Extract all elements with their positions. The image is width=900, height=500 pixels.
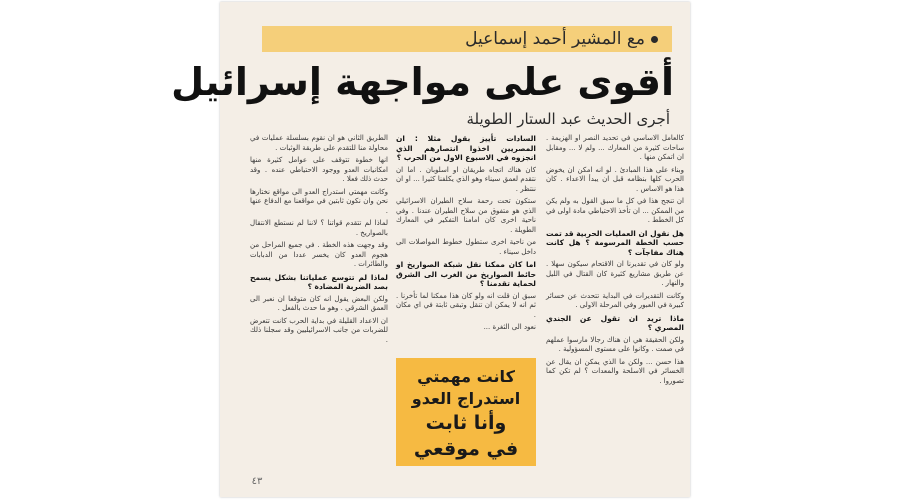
article-column-middle xyxy=(396,134,536,331)
article-paragraph: ستكون تحت رحمة سلاح الطيران الاسرائيلي الذي هو متفوق من سلاح الطيران عندنا . وفي ناحية اخرى كان امامنا التفكير في المعارك الطويلة . xyxy=(396,197,536,234)
pull-quote-line-1: كانت مهمتي xyxy=(417,367,515,386)
article-paragraph: نعود الى الثغرة ... xyxy=(483,323,536,331)
interview-question: اما كان ممكنا نقل شبكة الصواريخ او حائط الصواريخ من الغرب الى الشرق لحماية تقدمنا ؟ xyxy=(396,260,536,288)
article-column-right xyxy=(546,134,684,467)
article-paragraph: كان هناك اتجاه طريقان او اسلوبان . اما ان نتقدم لعمق سيناء وهو الذي يكلفنا كثيرا ... او ان ننتظر . xyxy=(396,165,536,193)
article-paragraph: الطريق الثاني هو ان نقوم بسلسلة عمليات في محاولة منا للتقدم على طريقة الوثبات . xyxy=(250,134,388,152)
article-paragraph: وبناء على هذا المبادئ . لو انه امكن ان يخوض الحرب كلها بنظامه قبل ان يبدأ الاعداء . كان هذا هو الاساس . xyxy=(546,165,684,193)
article-paragraph: وكانت التقديرات في البداية تتحدث عن خسائر كبيرة في العبور وفي المرحلة الاولى . xyxy=(546,291,684,309)
magazine-page xyxy=(171,2,690,497)
article-paragraph: لماذا لم تتقدم قواتنا ؟ لاننا لم نستطع الانتقال بالصواريخ . xyxy=(250,219,388,237)
article-paragraph: هذا حسن ... ولكن ما الذي يمكن ان يقال عن الخسائر في الاسلحة والمعدات ؟ لم تكن كما تصوروا . xyxy=(546,357,684,385)
series-text: مع المشير أحمد إسماعيل xyxy=(465,29,645,49)
article-paragraph: انها خطوة تتوقف على عوامل كثيرة منها امكانيات العدو ووجود الاحتياطي عنده . وقد حدث ذلك فعلا . xyxy=(250,156,388,183)
article-paragraph: ان الاعداد القليلة في بداية الحرب كانت تتعرض للضربات من جانب الاسرائيليين وقد سجلنا ذلك . xyxy=(250,316,388,344)
series-label xyxy=(358,27,658,51)
article-paragraph: وكانت مهمتي استدراج العدو الى مواقع نختارها نحن وان نكون ثابتين في مواقعنا مع الدفاع عنها . xyxy=(250,187,388,215)
pull-quote-line-4: في موقعي xyxy=(413,438,519,460)
interview-question: السادات تأييز بقول مثلا : ان المصريين اخذوا انتصارهم الذي انجزوه في الاسبوع الاول من الحرب ؟ xyxy=(396,134,536,162)
article-paragraph: ولكن الحقيقة هي ان هناك رجالا مارسوا عملهم في صمت . وكانوا على مستوى المسؤولية . xyxy=(546,335,684,353)
article-paragraph: ولو كان في تقديرنا ان الاقتحام سيكون سهلا . عن طريق مشاريع كثيرة كان القتال في الليل والنهار . xyxy=(546,260,684,287)
article-paragraph: ان تنجح هذا في كل ما سبق القول به ولم يكن من الممكن ... ان تأخذ الاحتياطي مادة اولى في كل الخطط . xyxy=(546,197,684,224)
pull-quote-line-3: وأنا ثابت xyxy=(425,412,507,434)
article-paragraph: كالعامل الاساسي في تحديد النصر او الهزيمة . ساحات كثيرة من المعارك ... ولم لا ... ومقابل ان اتمكن منها . xyxy=(546,134,684,161)
byline: أجرى الحديث عبد الستار الطويلة xyxy=(466,110,670,128)
article-paragraph: وقد وجهت هذه الخطة . في جميع المراحل من هجوم العدو كان يخسر عددا من الدبابات والطائرات . xyxy=(250,241,388,268)
page-number: ٤٣ xyxy=(251,476,263,487)
headline: أقوى على مواجهة إسرائيل xyxy=(171,60,674,104)
pull-quote-box xyxy=(396,358,536,466)
bullet-icon xyxy=(651,36,658,43)
article-column-left xyxy=(250,134,388,467)
article-paragraph: سبق ان قلت انه ولو كان هذا ممكنا لما تأخرنا . ثم انه لا يمكن ان تنقل وتبقى ثابتة في اي مكان . xyxy=(396,291,536,319)
interview-question: لماذا لم تتوسع عملياتنا بشكل يسمح بصد الضربة المضادة ؟ xyxy=(250,272,388,291)
pull-quote-line-2: استدراج العدو xyxy=(411,389,521,408)
interview-question: ماذا تريد ان تقول عن الجندي المصري ؟ xyxy=(546,313,684,332)
interview-question: هل نقول ان العمليات الحربية قد تمت حسب الخطة المرسومة ؟ هل كانت هناك مفاجآت ؟ xyxy=(546,228,684,257)
article-paragraph: ولكن البعض يقول انه كان متوقعا ان نعبر الى العمق الشرقي . وهو ما حدث بالفعل . xyxy=(250,294,388,312)
article-paragraph: من ناحية اخرى ستطول خطوط المواصلات الى داخل سيناء . xyxy=(396,238,536,256)
